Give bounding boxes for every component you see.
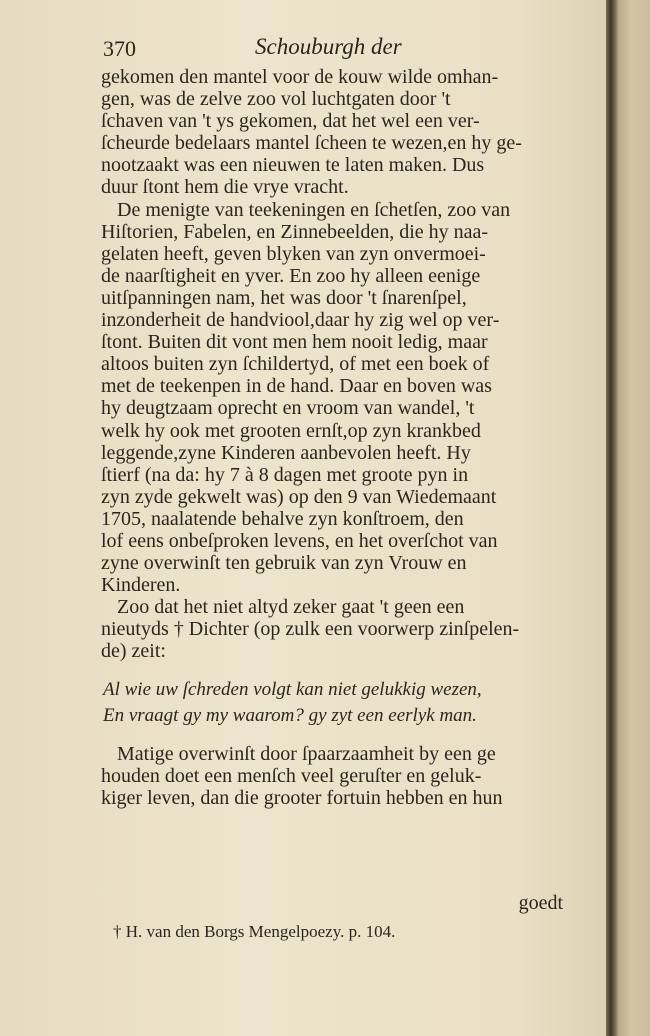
closing-paragraph [101,743,569,809]
text-line: uitſpanningen nam, het was door 't ſnarenſpel, [101,286,467,309]
text-line: ſchaven van 't ys gekomen, dat het wel een ver- [101,110,480,133]
text-line: leggende,zyne Kinderen aanbevolen heeft. Hy [101,441,471,464]
text-line: altoos buiten zyn ſchildertyd, of met een boek of [101,353,490,376]
page-number: 370 [103,36,136,61]
text-line: hy deugtzaam oprecht en vroom van wandel, 't [101,397,475,420]
page-header [103,32,573,66]
book-gutter [606,0,618,1036]
body-text [101,66,569,809]
verse-quotation [101,677,569,729]
verse-line: En vraagt gy my waarom? gy zyt een eerlyk man. [103,704,477,726]
text-line: welk hy ook met grooten ernſt,op zyn krankbed [101,419,481,442]
verse-line: Al wie uw ſchreden volgt kan niet gelukkig wezen, [103,678,482,700]
text-line: 1705, naalatende behalve zyn konſtroem, den [101,507,464,530]
text-line: Zoo dat het niet altyd zeker gaat 't geen een [117,596,465,619]
verse-spacer-bottom [101,729,569,743]
text-line: Hiſtorien, Fabelen, en Zinnebeelden, die hy naa- [101,220,489,243]
text-line: de naarſtigheit en yver. En zoo hy alleen eenige [101,264,481,287]
text-line: Matige overwinſt door ſpaarzaamheit by een ge [117,742,496,765]
text-line: ſtierf (na da: hy 7 à 8 dagen met groote pyn in [101,463,469,486]
text-line: ſtont. Buiten dit vont men hem nooit ledig, maar [101,331,488,354]
text-line: gelaten heeft, geven blyken van zyn onvermoei- [101,242,486,265]
text-line: de) zeit: [101,640,166,663]
running-title: Schouburgh der [255,34,402,59]
facing-page-edge [618,0,650,1036]
text-line: nootzaakt was een nieuwen te laten maken. Dus [101,154,485,177]
text-line: kiger leven, dan die grooter fortuin hebben en hun [101,786,503,809]
body-paragraphs [101,66,569,663]
text-line: lof eens onbeſproken levens, en het overſchot van [101,529,498,552]
text-line: ſcheurde bedelaars mantel ſcheen te wezen,en hy ge- [101,132,522,155]
text-line: nieutyds † Dichter (op zulk een voorwerp zinſpelen- [101,618,520,641]
footnote: † H. van den Borgs Mengelpoezy. p. 104. [113,922,396,941]
text-line: met de teekenpen in de hand. Daar en boven was [101,375,492,398]
text-line: zyne overwinſt ten gebruik van zyn Vrouw en [101,552,467,575]
catchword: goedt [518,892,563,914]
verse-spacer-top [101,663,569,677]
text-line: zyn zyde gekwelt was) op den 9 van Wiedemaant [101,485,497,508]
text-line: De menigte van teekeningen en ſchetſen, zoo van [117,198,511,221]
text-line: houden doet een menſch veel geruſter en geluk- [101,764,482,787]
text-line: duur ſtont hem die vrye vracht. [101,176,349,199]
text-line: inzonderheit de handviool,daar hy zig wel op ver- [101,309,500,332]
text-line: Kinderen. [101,574,181,597]
text-line: gekomen den mantel voor de kouw wilde omhan- [101,66,499,88]
text-line: gen, was de zelve zoo vol luchtgaten door 't [101,88,451,111]
